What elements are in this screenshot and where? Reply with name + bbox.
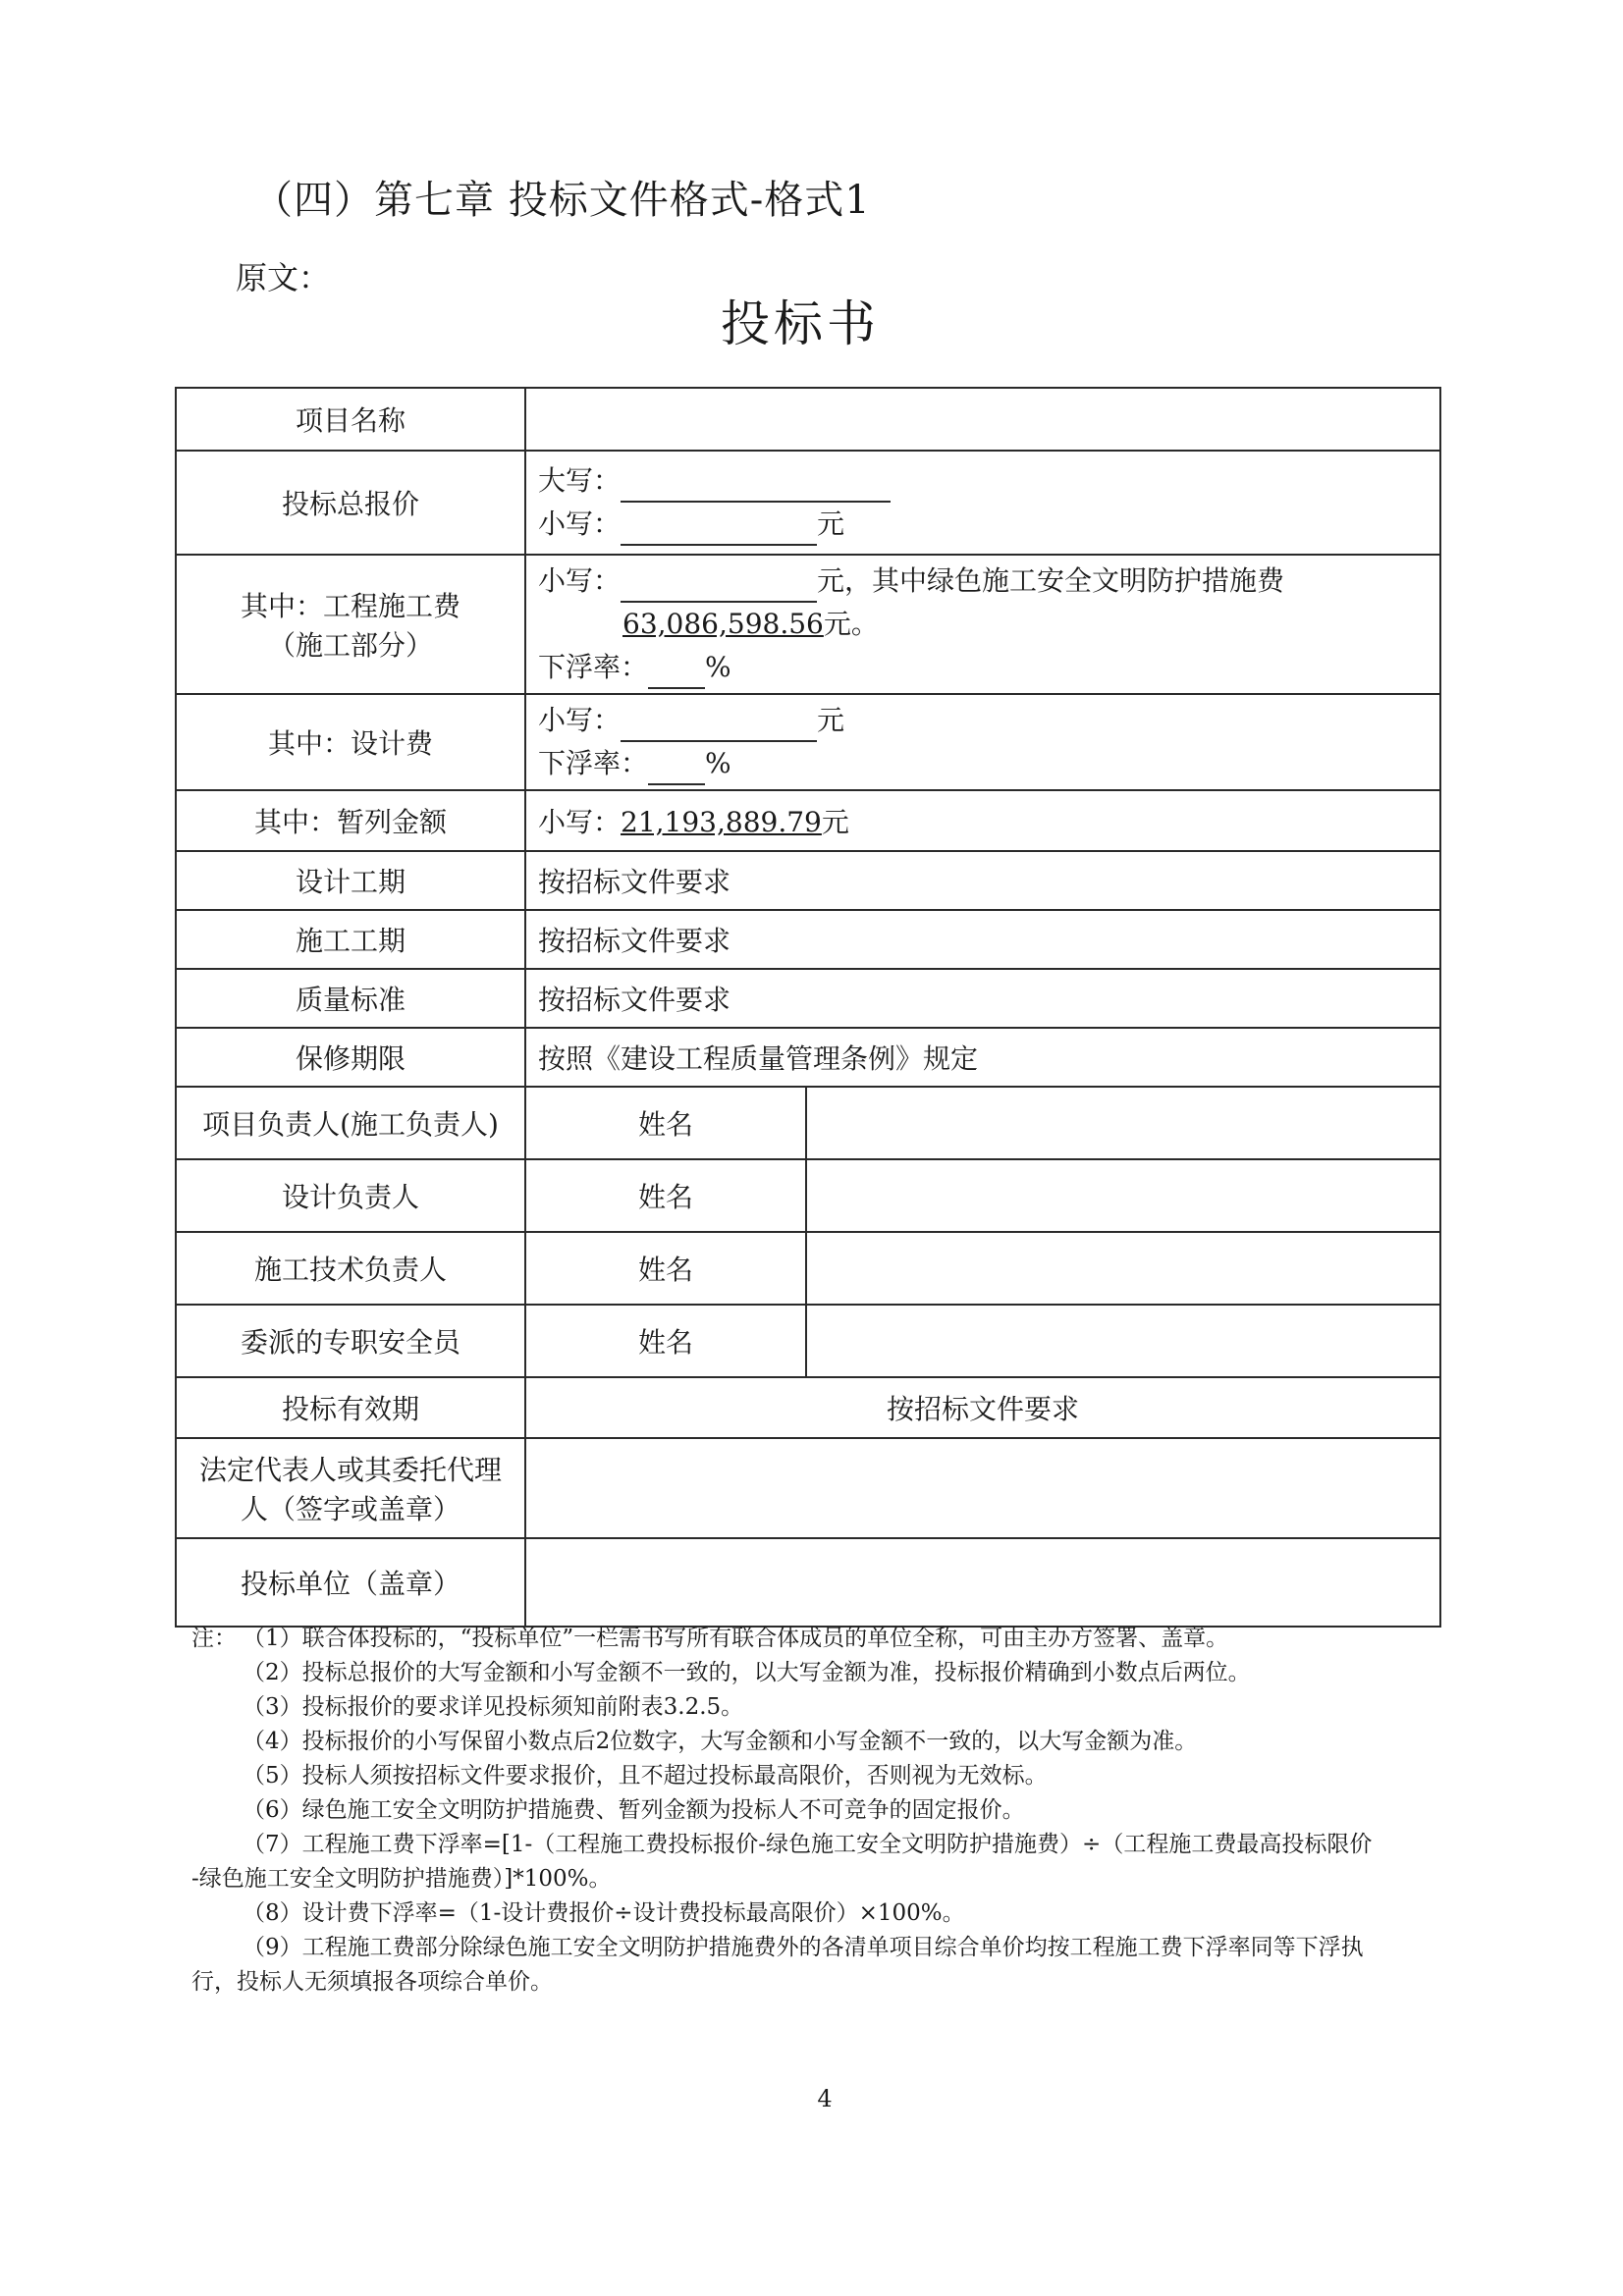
tech-lead-label: 施工技术负责人 [176,1232,525,1305]
note-item: （7）工程施工费下浮率=[1-（工程施工费投标报价-绿色施工安全文明防护措施费）÷（工程施工费最高投标限价 [243,1832,1373,1857]
design-period-value: 按招标文件要求 [525,851,1440,910]
uppercase-label: 大写： [538,464,622,497]
bidder-unit-seal-field[interactable] [525,1538,1440,1627]
construction-unit-text: 元，其中绿色施工安全文明防护措施费 [817,564,1285,597]
design-fee-value [525,694,1440,790]
safety-officer-name-label: 姓名 [525,1305,806,1377]
provisional-label: 其中：暂列金额 [176,790,525,851]
construction-fee-label-line1: 其中：工程施工费 [240,590,460,622]
project-name-label: 项目名称 [176,388,525,451]
provisional-value [525,790,1440,851]
note-item-continuation: -绿色施工安全文明防护措施费）]*100%。 [191,1866,612,1892]
design-fee-label: 其中：设计费 [176,694,525,790]
row-total-price [176,451,1440,555]
row-design-lead [176,1159,1440,1232]
design-period-label: 设计工期 [176,851,525,910]
row-safety-officer [176,1305,1440,1377]
construction-fee-value [525,555,1440,694]
row-design-period [176,851,1440,910]
notes-section [191,1622,1458,2000]
note-item: （5）投标人须按招标文件要求报价，且不超过投标最高限价，否则视为无效标。 [243,1763,1048,1789]
warranty-value: 按照《建设工程质量管理条例》规定 [525,1028,1440,1087]
legal-rep-label [176,1438,525,1538]
original-label: 原文： [236,259,331,296]
section-heading: （四）第七章 投标文件格式-格式1 [253,178,871,223]
document-title: 投标书 [721,295,880,352]
note-item: （9）工程施工费部分除绿色施工安全文明防护措施费外的各清单项目综合单价均按工程施工费下浮率同等下浮执 [243,1935,1364,1960]
row-bidder-unit [176,1538,1440,1627]
construction-period-label: 施工工期 [176,910,525,969]
page-number: 4 [817,2085,833,2112]
design-unit: 元 [817,704,845,736]
construction-fee-label-line2: （施工部分） [267,629,433,662]
note-item-continuation: 行，投标人无须填报各项综合单价。 [191,1969,553,1995]
project-lead-name-label: 姓名 [525,1087,806,1159]
rate-unit: % [705,651,731,683]
rate-unit: % [705,747,731,779]
bidder-unit-label: 投标单位（盖章） [176,1538,525,1627]
legal-rep-label-line2: 人（签字或盖章） [240,1493,460,1525]
total-price-label: 投标总报价 [176,451,525,555]
legal-rep-label-line1: 法定代表人或其委托代理 [198,1454,502,1486]
project-lead-label: 项目负责人(施工负责人) [176,1087,525,1159]
lowercase-label: 小写： [538,507,622,540]
row-validity [176,1377,1440,1438]
lowercase-label: 小写： [538,806,622,838]
construction-rate-field[interactable] [648,658,705,689]
design-amount-field[interactable] [621,711,817,742]
row-project-name [176,388,1440,451]
green-measure-unit: 元。 [823,608,879,640]
note-item: （3）投标报价的要求详见投标须知前附表3.2.5。 [243,1694,744,1720]
bid-form-table [175,387,1441,1628]
row-construction-fee [176,555,1440,694]
design-rate-field[interactable] [648,754,705,785]
legal-rep-signature-field[interactable] [525,1438,1440,1538]
quality-label: 质量标准 [176,969,525,1028]
construction-period-value: 按招标文件要求 [525,910,1440,969]
tech-lead-name-field[interactable] [806,1232,1440,1305]
lowercase-amount-field[interactable] [621,514,817,546]
lowercase-label: 小写： [538,704,622,736]
construction-amount-field[interactable] [621,571,817,603]
safety-officer-label: 委派的专职安全员 [176,1305,525,1377]
rate-label: 下浮率： [538,747,649,779]
project-name-value[interactable] [525,388,1440,451]
note-item: 注： （1）联合体投标的，“投标单位”一栏需书写所有联合体成员的单位全称，可由主办方签署、盖章。 [191,1622,1458,1656]
uppercase-amount-field[interactable] [621,471,891,503]
tech-lead-name-label: 姓名 [525,1232,806,1305]
validity-value: 按招标文件要求 [525,1377,1440,1438]
row-design-fee [176,694,1440,790]
design-lead-name-label: 姓名 [525,1159,806,1232]
currency-unit: 元 [817,507,845,540]
note-item: （4）投标报价的小写保留小数点后2位数字，大写金额和小写金额不一致的，以大写金额为准。 [243,1729,1198,1754]
quality-value: 按招标文件要求 [525,969,1440,1028]
note-item: （6）绿色施工安全文明防护措施费、暂列金额为投标人不可竞争的固定报价。 [243,1797,1025,1823]
note-item: （2）投标总报价的大写金额和小写金额不一致的，以大写金额为准，投标报价精确到小数点后两位。 [243,1660,1251,1685]
provisional-unit: 元 [821,806,849,838]
warranty-label: 保修期限 [176,1028,525,1087]
provisional-amount: 21,193,889.79 [621,806,822,838]
note-item: （8）设计费下浮率=（1-设计费报价÷设计费投标最高限价）×100%。 [243,1900,965,1926]
row-warranty [176,1028,1440,1087]
notes-prefix: 注： [191,1626,237,1651]
project-lead-name-field[interactable] [806,1087,1440,1159]
row-quality [176,969,1440,1028]
safety-officer-name-field[interactable] [806,1305,1440,1377]
design-lead-name-field[interactable] [806,1159,1440,1232]
validity-label: 投标有效期 [176,1377,525,1438]
rate-label: 下浮率： [538,651,649,683]
row-tech-lead [176,1232,1440,1305]
row-construction-period [176,910,1440,969]
total-price-value [525,451,1440,555]
construction-fee-label [176,555,525,694]
row-project-lead [176,1087,1440,1159]
row-legal-rep [176,1438,1440,1538]
design-lead-label: 设计负责人 [176,1159,525,1232]
row-provisional [176,790,1440,851]
lowercase-label: 小写： [538,564,622,597]
green-measure-amount: 63,086,598.56 [622,608,824,640]
